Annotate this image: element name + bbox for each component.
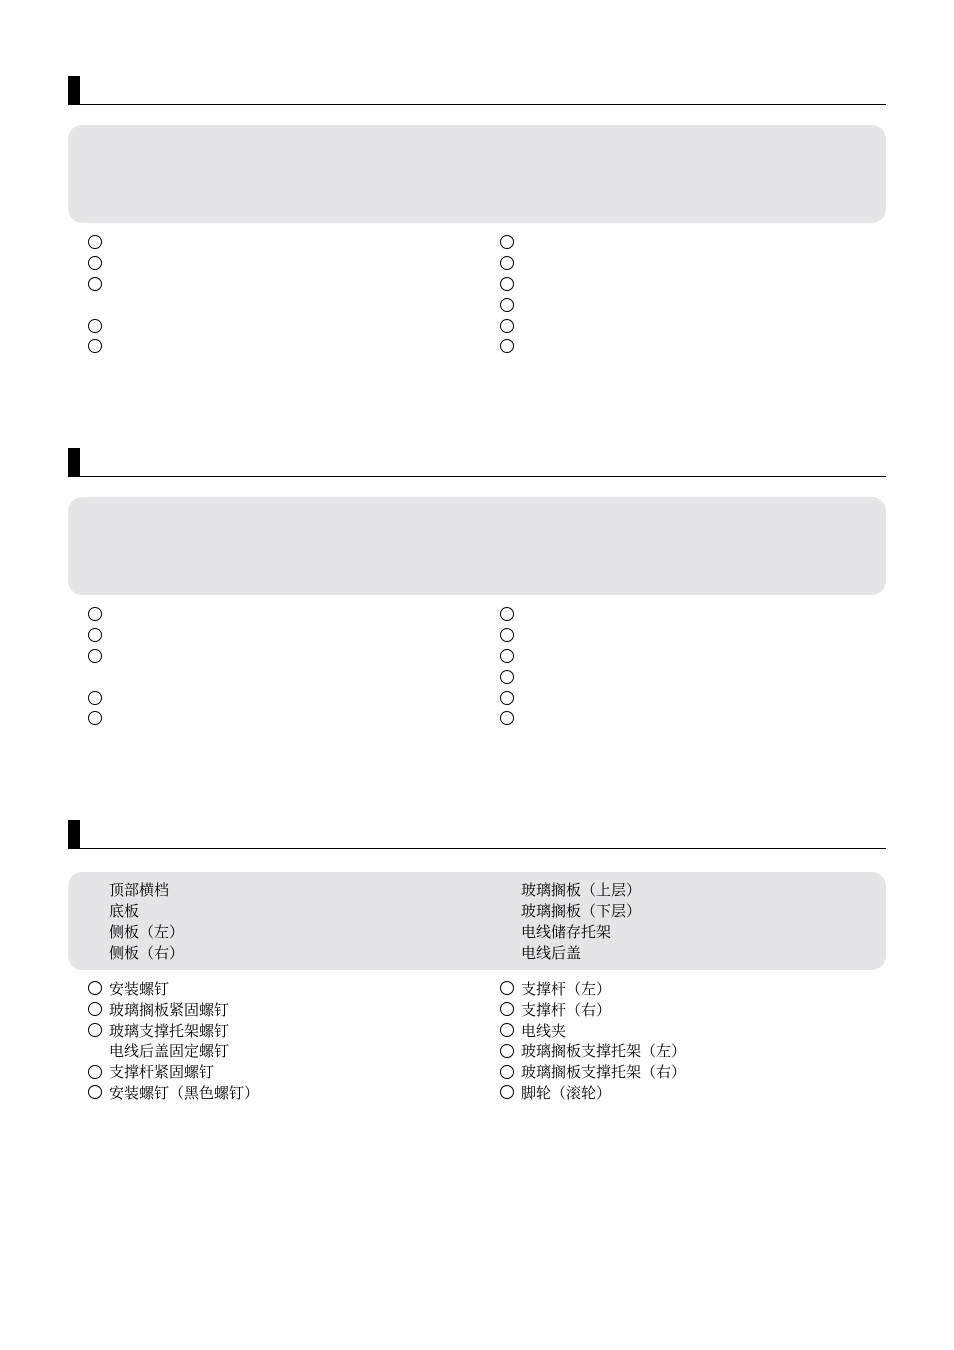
circle-marker-icon [500, 649, 514, 663]
part-label: 安装螺钉（黑色螺钉） [109, 1083, 260, 1102]
header-marker [68, 820, 80, 848]
circle-marker-icon [500, 670, 514, 684]
circle-marker-icon [88, 649, 102, 663]
circle-marker-icon [500, 1065, 514, 1079]
part-item [500, 605, 521, 626]
circle-marker-icon [500, 235, 514, 249]
part-item [88, 233, 109, 254]
part-item [88, 1000, 259, 1021]
part-label: 玻璃支撑托架螺钉 [109, 1021, 230, 1040]
circle-marker-icon [88, 981, 102, 995]
part-label: 电线夹 [521, 1021, 567, 1040]
panel-item: 侧板（左） [109, 923, 185, 941]
part-item [500, 275, 521, 296]
panel-list-right [521, 880, 641, 964]
parts-list-right [500, 979, 686, 1104]
circle-marker-icon [88, 607, 102, 621]
part-item [500, 337, 521, 358]
part-label: 脚轮（滚轮） [521, 1083, 612, 1102]
circle-marker-icon [500, 339, 514, 353]
parts-list-left [88, 233, 109, 358]
part-item [500, 1041, 686, 1062]
circle-marker-icon [88, 277, 102, 291]
part-item [88, 626, 109, 647]
circle-marker-icon [500, 628, 514, 642]
part-label: 玻璃搁板支撑托架（右） [521, 1063, 687, 1082]
part-item [500, 1083, 686, 1104]
panel-box [68, 125, 886, 223]
circle-marker-icon [88, 691, 102, 705]
part-item [500, 626, 521, 647]
circle-marker-icon [500, 298, 514, 312]
circle-marker-icon [88, 319, 102, 333]
circle-marker-icon [88, 1023, 102, 1037]
circle-marker-icon [500, 711, 514, 725]
part-item [88, 295, 109, 316]
panel-item: 侧板（右） [109, 944, 185, 962]
circle-marker-icon [88, 1065, 102, 1079]
part-item [500, 1021, 686, 1042]
part-item [88, 275, 109, 296]
part-item [500, 295, 521, 316]
circle-marker-icon [500, 277, 514, 291]
circle-marker-icon [500, 1002, 514, 1016]
part-item [88, 667, 109, 688]
part-item [88, 688, 109, 709]
part-item [500, 688, 521, 709]
parts-list-left [88, 979, 259, 1104]
part-item [500, 667, 521, 688]
circle-marker-icon [88, 628, 102, 642]
part-item [88, 1041, 259, 1062]
part-label: 玻璃搁板支撑托架（左） [521, 1042, 687, 1061]
panel-item: 电线后盖 [521, 944, 582, 962]
panel-item: 电线储存托架 [521, 923, 612, 941]
panel-item: 玻璃搁板（上层） [521, 881, 642, 899]
part-label: 支撑杆（右） [521, 1000, 612, 1019]
circle-marker-icon [500, 691, 514, 705]
part-item [500, 254, 521, 275]
circle-marker-icon [500, 1023, 514, 1037]
section-header [68, 446, 886, 477]
part-item [500, 1000, 686, 1021]
part-label: 安装螺钉 [109, 980, 170, 998]
part-item [88, 337, 109, 358]
circle-marker-icon [500, 256, 514, 270]
circle-marker-icon [500, 1085, 514, 1099]
circle-marker-icon [88, 339, 102, 353]
part-item [88, 605, 109, 626]
header-marker [68, 76, 80, 104]
circle-marker-icon [500, 1044, 514, 1058]
part-item [500, 709, 521, 730]
part-label: 支撑杆（左） [521, 980, 612, 998]
circle-marker-icon [500, 607, 514, 621]
part-item [500, 1062, 686, 1083]
panel-box [68, 872, 886, 970]
parts-list-left [88, 605, 109, 730]
circle-marker-icon [88, 235, 102, 249]
circle-marker-icon [500, 319, 514, 333]
panel-item: 顶部横档 [109, 881, 170, 899]
part-item [88, 647, 109, 668]
part-item [88, 316, 109, 337]
part-item [500, 316, 521, 337]
part-item [88, 979, 259, 1000]
part-item [88, 1083, 259, 1104]
part-item [500, 647, 521, 668]
panel-item: 底板 [109, 902, 140, 920]
circle-marker-icon [88, 1002, 102, 1016]
circle-marker-icon [88, 256, 102, 270]
circle-marker-icon [88, 1085, 102, 1099]
part-item [500, 233, 521, 254]
part-label: 玻璃搁板紧固螺钉 [109, 1000, 230, 1019]
circle-marker-icon [500, 981, 514, 995]
parts-list-right [500, 233, 521, 358]
part-item [500, 979, 686, 1000]
circle-marker-icon [88, 711, 102, 725]
header-marker [68, 448, 80, 476]
panel-item: 玻璃搁板（下层） [521, 902, 642, 920]
part-item [88, 254, 109, 275]
part-label: 电线后盖固定螺钉 [109, 1042, 230, 1061]
section-header [68, 74, 886, 105]
panel-list-left [109, 880, 184, 964]
section-header [68, 818, 886, 849]
parts-list-right [500, 605, 521, 730]
part-item [88, 1021, 259, 1042]
part-item [88, 709, 109, 730]
part-label: 支撑杆紧固螺钉 [109, 1063, 215, 1082]
panel-box [68, 497, 886, 595]
part-item [88, 1062, 259, 1083]
